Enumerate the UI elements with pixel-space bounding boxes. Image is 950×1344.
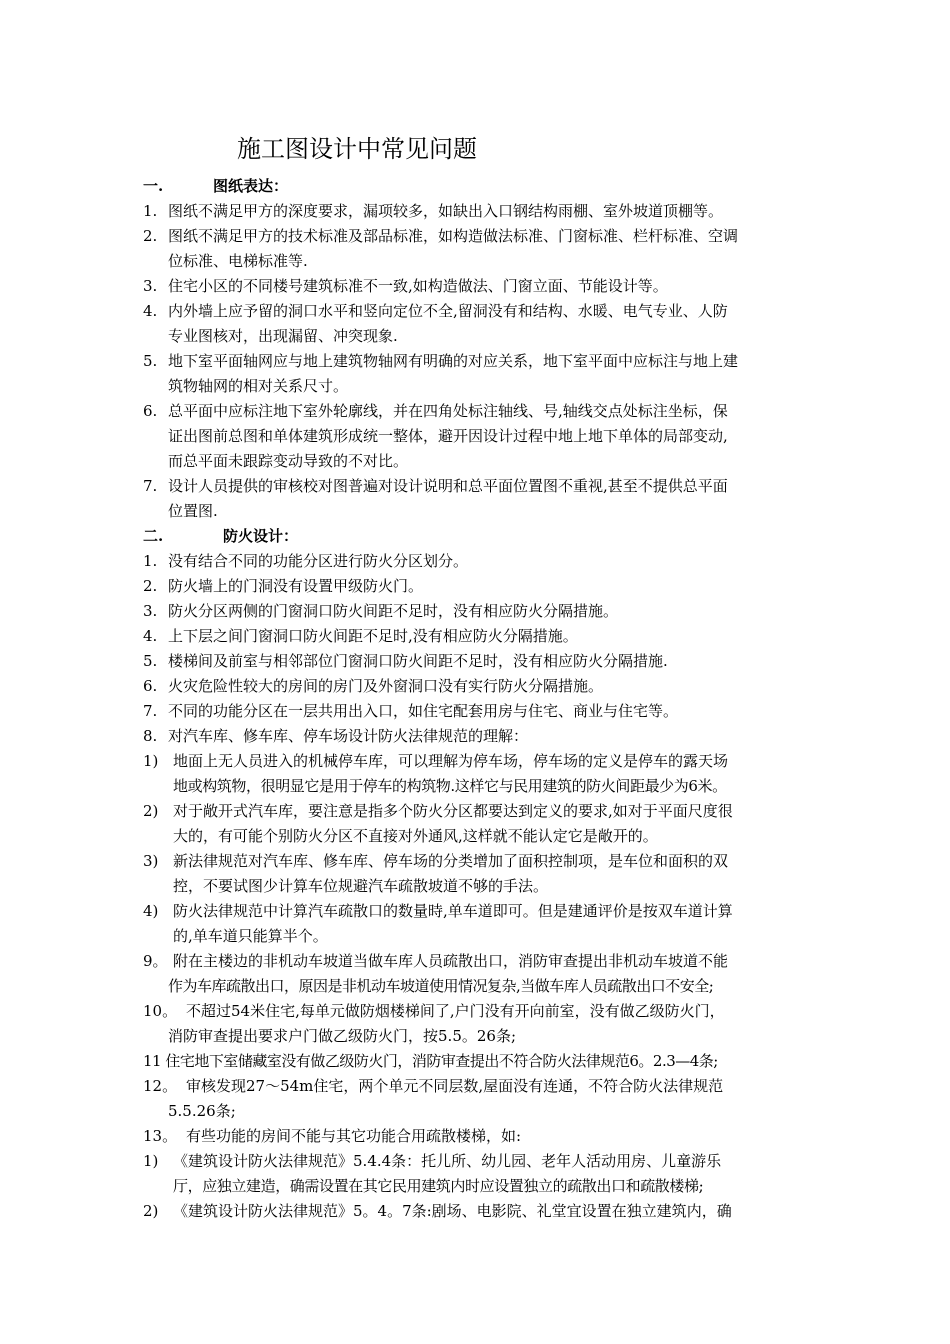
section-heading-2 [143,524,833,549]
item-text: 11 住宅地下室储藏室没有做乙级防火门，消防审查提出不符合防火法律规范6。2.3—4条; [143,1052,718,1070]
item-text: 总平面中应标注地下室外轮廓线，并在四角处标注轴线、号,轴线交点处标注坐标，保 [168,402,728,420]
list-item [143,199,833,224]
list-item [143,1199,833,1224]
item-text-continued: 位置图. [168,502,218,520]
item-text: 不同的功能分区在一层共用出入口，如住宅配套用房与住宅、商业与住宅等。 [168,702,679,720]
item-number: 12。 [143,1077,178,1095]
document-body [143,174,833,1224]
list-item [143,799,833,849]
list-item [143,1149,833,1199]
item-number: 3. [143,277,158,295]
section-number: 一. [143,177,164,195]
item-text-continued: 地或构筑物，很明显它是用于停车的构筑物.这样它与民用建筑的防火间距最少为6米。 [173,777,727,795]
section-title: 防火设计： [223,527,299,545]
item-text: 防火分区两侧的门窗洞口防火间距不足时，没有相应防火分隔措施。 [168,602,619,620]
list-item [143,849,833,899]
item-text-continued: 而总平面未跟踪变动导致的不对比。 [168,452,409,470]
item-text: 对于敞开式汽车库，要注意是指多个防火分区都要达到定义的要求,如对于平面尺度很 [173,802,733,820]
list-item [143,474,833,524]
item-text: 设计人员提供的审核校对图普遍对设计说明和总平面位置图不重视,甚至不提供总平面 [168,477,728,495]
list-item [143,349,833,399]
item-text: 对汽车库、修车库、停车场设计防火法律规范的理解： [168,727,529,745]
item-number: 4. [143,302,158,320]
item-text-continued: 控，不要试图少计算车位规避汽车疏散坡道不够的手法。 [173,877,549,895]
list-item [143,674,833,699]
item-text: 住宅小区的不同楼号建筑标准不一致,如构造做法、门窗立面、节能设计等。 [168,277,668,295]
list-item [143,574,833,599]
item-text: 防火法律规范中计算汽车疏散口的数量時,单车道即可。但是建通评价是按双车道计算 [173,902,733,920]
item-text: 火灾危险性较大的房间的房门及外窗洞口没有实行防火分隔措施。 [168,677,604,695]
item-text: 附在主楼边的非机动车坡道当做车库人员疏散出口，消防审查提出非机动车坡道不能 [173,952,729,970]
item-text: 图纸不满足甲方的技术标准及部品标准，如构造做法标准、门窗标准、栏杆标准、空调 [168,227,739,245]
item-text: 审核发现27～54m住宅，两个单元不同层数,屋面没有连通，不符合防火法律规范 [186,1077,724,1095]
item-text-continued: 消防审查提出要求户门做乙级防火门，按5.5。26条; [168,1027,516,1045]
item-text: 《建筑设计防火法律规范》5。4。7条:剧场、电影院、礼堂宜设置在独立建筑内，确 [173,1202,732,1220]
item-text: 上下层之间门窗洞口防火间距不足时,没有相应防火分隔措施。 [168,627,578,645]
list-item [143,899,833,949]
list-item [143,1074,833,1124]
item-text: 防火墙上的门洞没有设置甲级防火门。 [168,577,424,595]
item-text: 没有结合不同的功能分区进行防火分区划分。 [168,552,469,570]
item-text-continued: 筑物轴网的相对关系尺寸。 [168,377,349,395]
item-text: 《建筑设计防火法律规范》5.4.4条：托儿所、幼儿园、老年人活动用房、儿童游乐 [173,1152,722,1170]
list-item [143,999,833,1049]
item-number: 3) [143,852,159,870]
list-item [143,699,833,724]
item-number: 2. [143,227,158,245]
list-item [143,724,833,749]
item-number: 8. [143,727,158,745]
item-text: 内外墙上应予留的洞口水平和竖向定位不全,留洞没有和结构、水暖、电气专业、人防 [168,302,728,320]
item-number: 9。 [143,952,168,970]
list-item [143,299,833,349]
item-text-continued: 厅，应独立建造，确需设置在其它民用建筑内时应设置独立的疏散出口和疏散楼梯; [173,1177,704,1195]
item-text: 新法律规范对汽车库、修车库、停车场的分类增加了面积控制项，是车位和面积的双 [173,852,729,870]
item-text-continued: 的,单车道只能算半个。 [173,927,328,945]
item-text: 地面上无人员进入的机械停车库，可以理解为停车场，停车场的定义是停车的露天场 [173,752,729,770]
item-number: 3. [143,602,158,620]
item-text-continued: 大的，有可能个别防火分区不直接对外通风,这样就不能认定它是敞开的。 [173,827,658,845]
item-text-continued: 位标准、电梯标准等. [168,252,308,270]
page-title: 施工图设计中常见问题 [237,135,477,163]
list-item [143,274,833,299]
list-item [143,949,833,999]
item-number: 1. [143,552,158,570]
item-text-continued: 作为车库疏散出口，原因是非机动车坡道使用情况复杂,当做车库人员疏散出口不安全; [168,977,714,995]
section-heading-1 [143,174,833,199]
item-text-continued: 5.5.26条; [168,1102,236,1120]
list-item [143,624,833,649]
item-number: 1) [143,1152,159,1170]
item-text-continued: 专业图核对，出现漏留、冲突现象. [168,327,398,345]
item-number: 7. [143,477,158,495]
list-item [143,649,833,674]
item-text: 有些功能的房间不能与其它功能合用疏散楼梯，如: [186,1127,522,1145]
list-item [143,399,833,474]
list-item [143,1124,833,1149]
section-title: 图纸表达： [213,177,289,195]
list-item [143,1049,833,1074]
item-number: 10。 [143,1002,178,1020]
item-number: 2) [143,802,159,820]
item-number: 6. [143,677,158,695]
item-text: 地下室平面轴网应与地上建筑物轴网有明确的对应关系，地下室平面中应标注与地上建 [168,352,739,370]
item-text: 图纸不满足甲方的深度要求，漏项较多，如缺出入口钢结构雨棚、室外坡道顶棚等。 [168,202,724,220]
item-number: 4. [143,627,158,645]
item-number: 13。 [143,1127,178,1145]
item-text-continued: 证出图前总图和单体建筑形成统一整体，避开因设计过程中地上地下单体的局部变动, [168,427,728,445]
item-number: 2. [143,577,158,595]
list-item [143,599,833,624]
list-item [143,224,833,274]
item-number: 2) [143,1202,159,1220]
item-number: 4) [143,902,159,920]
item-number: 5. [143,352,158,370]
item-number: 1) [143,752,159,770]
item-text: 楼梯间及前室与相邻部位门窗洞口防火间距不足时，没有相应防火分隔措施. [168,652,668,670]
list-item [143,549,833,574]
section-number: 二. [143,527,164,545]
item-number: 7. [143,702,158,720]
list-item [143,749,833,799]
item-number: 6. [143,402,158,420]
item-text: 不超过54米住宅,每单元做防烟楼梯间了,户门没有开向前室，没有做乙级防火门， [186,1002,725,1020]
item-number: 1. [143,202,158,220]
item-number: 5. [143,652,158,670]
